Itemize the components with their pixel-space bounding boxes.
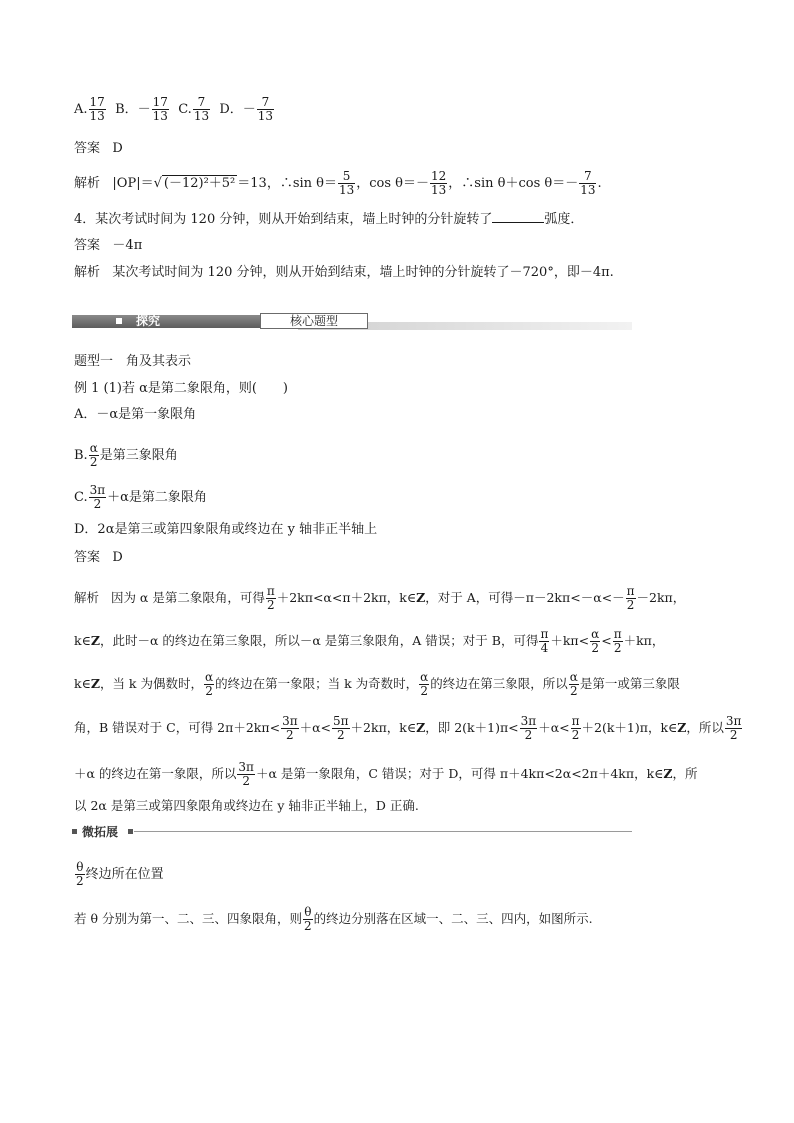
option-a-label: A. [74,102,88,117]
section-banner [72,313,632,329]
fraction-denominator: 2 [76,874,84,888]
fraction-numerator: π [613,627,622,641]
fraction-numerator: α [420,670,429,684]
solution-text: 角，B 错误对于 C，可得 2π＋2kπ< [74,720,281,735]
fraction-numerator: θ [304,905,312,919]
solution-text: ＋2(k＋1)π，k∈ [581,720,678,735]
extension-title [74,861,164,888]
fraction-denominator: 13 [193,109,210,123]
fraction-denominator: 2 [89,455,98,469]
banner-label: 探究 [136,314,161,328]
solution-text: ＋α< [299,720,332,735]
fraction [725,715,743,742]
fraction-denominator: 2 [524,728,533,742]
fraction [419,671,429,698]
fraction-numerator: θ [76,860,84,874]
option-text: ＋α是第二象限角 [107,490,207,505]
square-bullet-icon [72,829,77,834]
fraction-denominator: 4 [540,641,549,655]
fraction-numerator: 3π [238,760,254,774]
type1-answer [74,549,123,567]
fraction-denominator: 2 [420,684,428,698]
fraction-numerator: 17 [152,95,168,109]
fraction [613,628,623,655]
option-c-fraction [193,96,210,123]
fraction [303,906,313,933]
square-bullet-icon [128,829,133,834]
option-c [74,484,207,511]
fraction-numerator: 3π [520,714,537,728]
answer-label: 答案 [74,141,101,156]
fraction-numerator: 7 [257,96,274,110]
answer-label: 答案 [74,238,101,253]
fraction-denominator: 2 [303,919,312,933]
integer-set-symbol: Z [90,633,100,648]
q4-answer [74,237,142,255]
q4-solution [74,264,614,282]
solution-label: 解析 [74,176,101,191]
fraction-denominator: 2 [569,684,578,698]
option-d-fraction [257,96,274,123]
answer-value: －4π [112,238,143,253]
solution-line-5 [74,761,698,788]
option-b-fraction [152,96,169,123]
fraction-denominator: 2 [93,497,102,511]
fraction-numerator: 7 [193,96,210,110]
fraction-denominator: 13 [338,183,355,197]
fraction-numerator: 7 [579,170,596,184]
fraction-numerator: 3π [725,714,742,728]
answer-value: D [112,550,123,565]
solution-text: ＋kπ， [623,633,665,648]
fraction [75,861,85,888]
fraction [237,761,255,788]
q3-solution [74,170,602,197]
solution-text: 某次考试时间为 120 分钟，则从开始到结束，墙上时钟的分针旋转了－720°，即－4π. [112,265,614,280]
solution-text: ，所 [672,766,698,781]
solution-line-4 [74,715,743,742]
q3-options [74,96,275,123]
fraction-denominator: 2 [613,641,622,655]
solution-text: ＋2kπ，k∈ [350,720,417,735]
example-1: 例 1 (1)若 α是第二象限角，则( ) [74,381,289,396]
extension-text-part: 若 θ 分别为第一、二、三、四象限角，则 [74,911,302,926]
solution-text: 是第一或第三象限 [579,676,680,691]
integer-set-symbol: Z [663,766,673,781]
integer-set-symbol: Z [416,590,426,605]
option-label: B. [74,448,88,463]
fraction [539,628,549,655]
integer-set-symbol: Z [90,676,100,691]
option-a: A．－α是第一象限角 [74,407,197,422]
fraction-denominator: 2 [626,598,635,612]
fraction-numerator: 5 [338,170,355,184]
extension-text-part: 的终边分别落在区域一、二、三、四内，如图所示. [313,911,593,926]
fraction-denominator: 2 [286,728,294,742]
fraction [569,671,579,698]
fraction [281,715,299,742]
option-a-fraction [89,96,106,123]
fraction-denominator: 2 [336,728,345,742]
type1-heading: 题型一 角及其表示 [74,354,192,369]
fraction-denominator: 13 [89,109,105,123]
solution-text: 的终边在第三象限，所以 [430,676,568,691]
fraction-numerator: π [626,584,635,598]
fraction-denominator: 13 [152,109,168,123]
fraction [430,170,447,197]
solution-text: ＋α 的终边在第一象限，所以 [74,766,237,781]
square-bullet-icon [116,318,122,324]
fraction [579,170,596,197]
fraction-numerator: α [591,627,600,641]
solution-text: －2kπ， [636,590,686,605]
option-d: D．2α是第三或第四象限角或终边在 y 轴非正半轴上 [74,522,378,537]
solution-label: 解析 [74,590,100,605]
fraction-numerator: 5π [333,714,349,728]
solution-line-6: 以 2α 是第三或第四象限角或终边在 y 轴非正半轴上，D 正确. [74,798,419,813]
sqrt-expression: √ (－12)²＋5² [153,175,236,191]
option-b [74,442,178,469]
option-d-label: D．－ [219,102,256,117]
fraction-numerator: π [266,584,275,598]
solution-line-1 [74,585,685,612]
fraction-denominator: 2 [205,684,213,698]
fraction-numerator: 12 [431,169,447,183]
answer-blank [492,210,544,223]
question-text: 4．某次考试时间为 120 分钟，则从开始到结束，墙上时钟的分针旋转了 [74,212,493,227]
extension-text [74,906,593,933]
solution-text: . [597,176,602,191]
fraction-denominator: 2 [729,728,738,742]
micro-extension-banner [72,824,632,840]
solution-text: ＋kπ< [550,633,590,648]
fraction-numerator: 3π [282,714,298,728]
solution-text: k∈ [74,676,91,691]
solution-text: ，对于 A，可得－π－2kπ<－α<－ [425,590,625,605]
fraction-denominator: 13 [257,109,274,123]
fraction [626,585,636,612]
answer-value: D [112,141,123,156]
solution-text: ，当 k 为偶数时， [99,676,203,691]
solution-text: |OP|＝ [112,176,154,191]
micro-banner-label: 微拓展 [82,825,119,839]
extension-title-text: 终边所在位置 [85,867,164,882]
fraction-numerator: π [540,627,549,641]
solution-text: ，cos θ＝－ [356,176,430,191]
integer-set-symbol: Z [677,720,687,735]
fraction [571,715,581,742]
fraction-denominator: 2 [571,728,580,742]
solution-text: < [601,633,612,648]
option-c-label: C. [178,102,192,117]
option-label: C. [74,490,88,505]
solution-text: ＋2kπ<α<π＋2kπ，k∈ [276,590,417,605]
fraction-numerator: 3π [89,483,106,497]
question-text: 弧度． [544,212,584,227]
fraction-numerator: α [204,670,214,684]
solution-line-2 [74,628,664,655]
fraction [520,715,538,742]
fraction-numerator: α [89,441,98,455]
q3-answer [74,140,123,158]
fraction [89,442,99,469]
divider-line [134,831,632,832]
solution-text: ，所以 [686,720,724,735]
answer-label: 答案 [74,550,101,565]
solution-text: ，即 2(k＋1)π< [425,720,519,735]
fraction [590,628,600,655]
fraction-denominator: 2 [266,598,275,612]
solution-text: k∈ [74,633,91,648]
radicand: (－12)²＋5² [163,175,236,191]
solution-text: ＋α 是第一象限角，C 错误；对于 D，可得 π＋4kπ<2α<2π＋4kπ，k∈ [255,766,664,781]
fraction-numerator: π [571,714,580,728]
fraction-numerator: 17 [89,95,105,109]
solution-text: ＝13，∴sin θ＝ [237,176,337,191]
solution-text: 因为 α 是第二象限角，可得 [110,590,265,605]
fraction-denominator: 2 [242,774,250,788]
fraction [332,715,350,742]
fraction [266,585,276,612]
option-text: 是第三象限角 [99,448,178,463]
integer-set-symbol: Z [416,720,426,735]
solution-text: ，∴sin θ＋cos θ＝－ [448,176,579,191]
fraction [204,671,214,698]
fraction-denominator: 2 [591,641,599,655]
fraction-denominator: 13 [580,183,596,197]
fraction-denominator: 13 [431,183,447,197]
fraction-numerator: α [569,670,578,684]
solution-label: 解析 [74,265,101,280]
solution-text: ＋α< [538,720,570,735]
solution-line-3 [74,671,680,698]
solution-text: ，此时－α 的终边在第三象限，所以－α 是第三象限角，A 错误；对于 B，可得 [99,633,539,648]
solution-text: 的终边在第一象限；当 k 为奇数时， [215,676,419,691]
option-b-label: B．－ [115,102,151,117]
fraction [338,170,355,197]
banner-box-label: 核心题型 [260,313,368,329]
fraction [89,484,107,511]
q4-question [74,210,583,229]
